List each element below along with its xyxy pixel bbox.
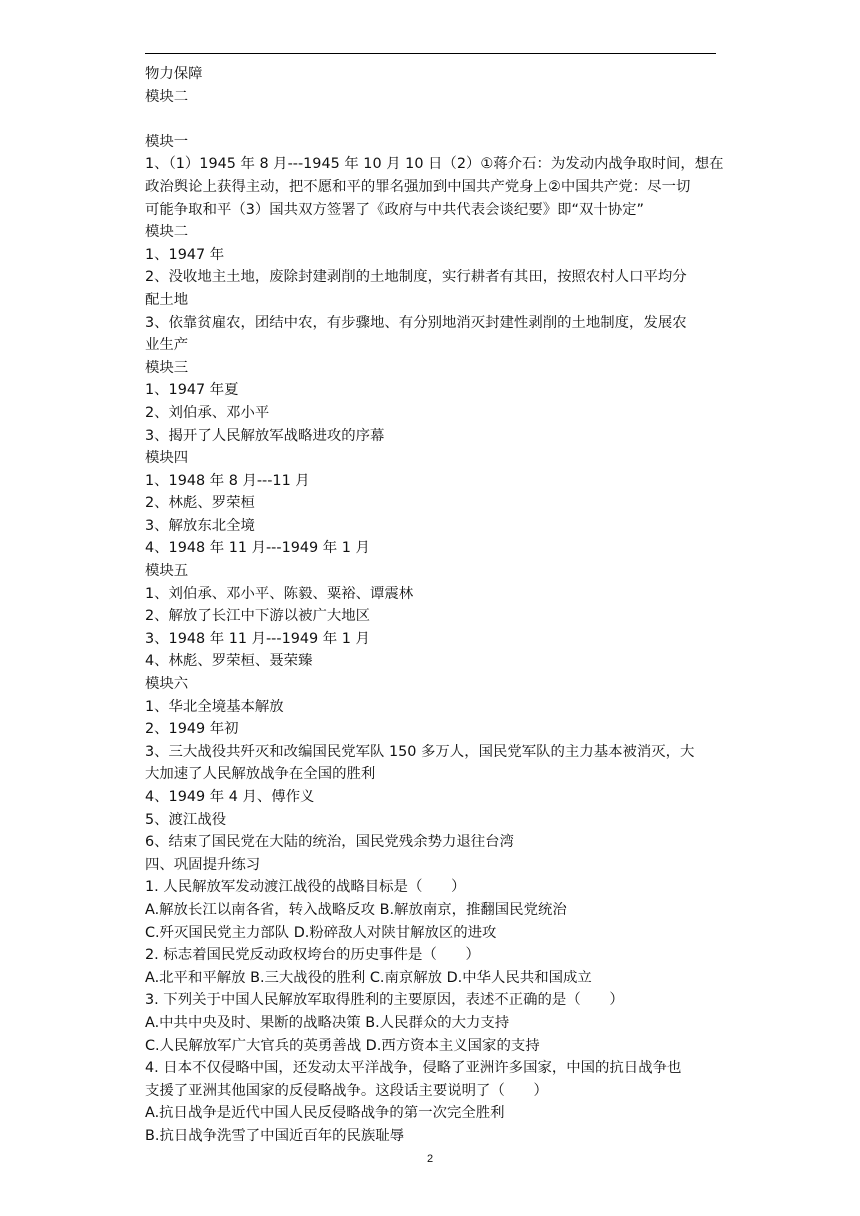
text-line: 3、三大战役共歼灭和改编国民党军队 150 多万人，国民党军队的主力基本被消灭，大 [145, 743, 695, 760]
text-line: 政治舆论上获得主动，把不愿和平的罪名强加到中国共产党身上②中国共产党：尽一切 [145, 178, 691, 195]
section-heading: 四、巩固提升练习 [145, 856, 261, 873]
page-number: 2 [426, 1153, 434, 1165]
blank-line [145, 108, 720, 131]
text-line: 1、1947 年 [145, 246, 225, 263]
answer-options: A.北平和平解放 B.三大战役的胜利 C.南京解放 D.中华人民共和国成立 [145, 969, 592, 986]
text-line: 物力保障 [145, 66, 203, 82]
answer-options: A.解放长江以南各省，转入战略反攻 B.解放南京，推翻国民党统治 [145, 901, 567, 918]
section-heading: 模块四 [145, 450, 189, 467]
section-heading: 模块一 [145, 133, 189, 150]
text-line: 5、渡江战役 [145, 811, 227, 828]
text-line: 2、解放了长江中下游以被广大地区 [145, 608, 371, 625]
section-heading: 模块三 [145, 359, 189, 376]
text-line: 2、刘伯承、邓小平 [145, 404, 270, 421]
text-line: 4、1949 年 4 月、傅作义 [145, 789, 315, 805]
text-line: 2、林彪、罗荣桓 [145, 495, 255, 512]
question-stem: 1. 人民解放军发动渡江战役的战略目标是（ ） [145, 879, 466, 896]
text-line: 1、（1）1945 年 8 月---1945 年 10 月 10 日（2）①蒋介石：为发动内战争取时间，想在 [145, 156, 724, 173]
header-rule [145, 53, 716, 54]
text-line: 3、依靠贫雇农，团结中农，有步骤地、有分别地消灭封建性剥削的土地制度，发展农 [145, 314, 687, 331]
section-heading: 模块二 [145, 224, 189, 241]
text-line: 6、结束了国民党在大陆的统治，国民党残余势力退往台湾 [145, 834, 514, 851]
question-stem: 支援了亚洲其他国家的反侵略战争。这段话主要说明了（ ） [145, 1082, 548, 1099]
text-line: 大加速了人民解放战争在全国的胜利 [145, 766, 376, 783]
text-line: 1、刘伯承、邓小平、陈毅、粟裕、谭震林 [145, 585, 414, 602]
answer-options: A.中共中央及时、果断的战略决策 B.人民群众的大力支持 [145, 1014, 510, 1031]
answer-options: C.歼灭国民党主力部队 D.粉碎敌人对陕甘解放区的进攻 [145, 924, 497, 941]
text-line: 3、解放东北全境 [145, 517, 255, 534]
text-line: 1、华北全境基本解放 [145, 698, 284, 715]
question-stem: 4. 日本不仅侵略中国，还发动太平洋战争，侵略了亚洲许多国家，中国的抗日战争也 [145, 1060, 682, 1077]
answer-options: B.抗日战争洗雪了中国近百年的民族耻辱 [145, 1127, 405, 1144]
text-line: 可能争取和平（3）国共双方签署了《政府与中共代表会谈纪要》即“双十协定” [145, 201, 644, 218]
text-line: 1、1948 年 8 月---11 月 [145, 472, 310, 489]
answer-options: A.抗日战争是近代中国人民反侵略战争的第一次完全胜利 [145, 1105, 505, 1122]
text-line: 4、1948 年 11 月---1949 年 1 月 [145, 540, 370, 557]
text-line: 3、1948 年 11 月---1949 年 1 月 [145, 630, 370, 647]
section-heading: 模块六 [145, 676, 189, 693]
question-stem: 2. 标志着国民党反动政权垮台的历史事件是（ ） [145, 947, 480, 964]
text-line: 3、揭开了人民解放军战略进攻的序幕 [145, 427, 385, 444]
text-line: 2、没收地主土地，废除封建剥削的土地制度，实行耕者有其田，按照农村人口平均分 [145, 269, 687, 286]
text-line: 1、1947 年夏 [145, 382, 239, 399]
text-line: 2、1949 年初 [145, 721, 239, 738]
question-stem: 3. 下列关于中国人民解放军取得胜利的主要原因，表述不正确的是（ ） [145, 992, 624, 1009]
document-body [145, 63, 724, 1148]
text-line: 配土地 [145, 291, 189, 308]
section-heading: 模块五 [145, 563, 189, 580]
text-line: 业生产 [145, 337, 189, 354]
answer-options: C.人民解放军广大官兵的英勇善战 D.西方资本主义国家的支持 [145, 1037, 540, 1054]
text-line: 4、林彪、罗荣桓、聂荣臻 [145, 653, 313, 670]
section-heading: 模块二 [145, 88, 189, 105]
